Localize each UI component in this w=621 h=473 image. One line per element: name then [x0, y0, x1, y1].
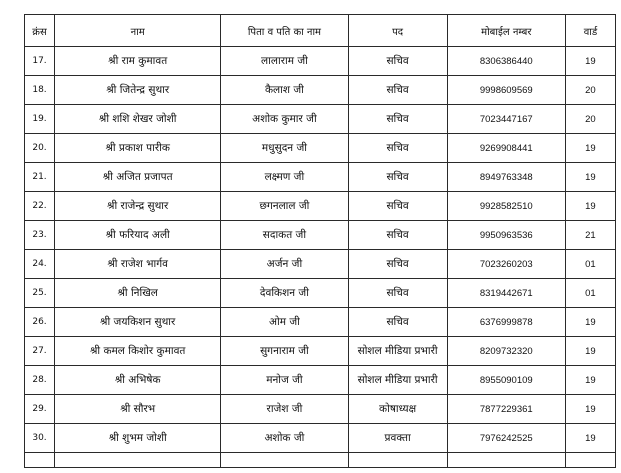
cell-ward: 01 — [565, 250, 615, 279]
header-row — [25, 15, 616, 47]
cell-father-husband: सदाकत जी — [221, 221, 348, 250]
table-row — [25, 163, 616, 192]
cell-name: श्री जयकिशन सुथार — [55, 308, 221, 337]
cell-post: सोशल मीडिया प्रभारी — [348, 366, 447, 395]
cell-name: श्री प्रकाश पारीक — [55, 134, 221, 163]
cell-post: सचिव — [348, 308, 447, 337]
empty-cell — [221, 453, 348, 468]
cell-name: श्री राजेश भार्गव — [55, 250, 221, 279]
cell-ward: 19 — [565, 308, 615, 337]
cell-mobile: 7877229361 — [447, 395, 565, 424]
cell-name: श्री फरियाद अली — [55, 221, 221, 250]
cell-father-husband: अशोक जी — [221, 424, 348, 453]
cell-father-husband: छगनलाल जी — [221, 192, 348, 221]
cell-ward: 19 — [565, 366, 615, 395]
cell-ward: 19 — [565, 424, 615, 453]
cell-father-husband: कैलाश जी — [221, 76, 348, 105]
table-row — [25, 337, 616, 366]
cell-ward: 19 — [565, 192, 615, 221]
cell-ward: 19 — [565, 163, 615, 192]
cell-mobile: 8209732320 — [447, 337, 565, 366]
cell-serial: 19. — [25, 105, 55, 134]
cell-post: सचिव — [348, 250, 447, 279]
cell-ward: 20 — [565, 105, 615, 134]
table-row — [25, 424, 616, 453]
cell-serial: 30. — [25, 424, 55, 453]
cell-post: सचिव — [348, 47, 447, 76]
cell-father-husband: देवकिशन जी — [221, 279, 348, 308]
header-name: नाम — [55, 15, 221, 47]
member-table — [24, 14, 616, 468]
table-row — [25, 308, 616, 337]
cell-post: सचिव — [348, 192, 447, 221]
cell-post: सचिव — [348, 279, 447, 308]
cell-serial: 27. — [25, 337, 55, 366]
cell-ward: 19 — [565, 337, 615, 366]
cell-post: सचिव — [348, 76, 447, 105]
table-header — [25, 15, 616, 47]
empty-cell — [565, 453, 615, 468]
cell-name: श्री अभिषेक — [55, 366, 221, 395]
cell-serial: 21. — [25, 163, 55, 192]
cell-father-husband: मनोज जी — [221, 366, 348, 395]
cell-serial: 28. — [25, 366, 55, 395]
empty-cell — [25, 453, 55, 468]
cell-name: श्री शशि शेखर जोशी — [55, 105, 221, 134]
empty-cell — [55, 453, 221, 468]
cell-serial: 26. — [25, 308, 55, 337]
cell-mobile: 9928582510 — [447, 192, 565, 221]
cell-name: श्री शुभम जोशी — [55, 424, 221, 453]
cell-serial: 29. — [25, 395, 55, 424]
table-row-cutoff — [25, 453, 616, 468]
cell-name: श्री जितेन्द्र सुथार — [55, 76, 221, 105]
cell-mobile: 8319442671 — [447, 279, 565, 308]
cell-father-husband: लालाराम जी — [221, 47, 348, 76]
cell-name: श्री अजित प्रजापत — [55, 163, 221, 192]
cell-mobile: 9950963536 — [447, 221, 565, 250]
cell-mobile: 7976242525 — [447, 424, 565, 453]
header-post: पद — [348, 15, 447, 47]
cell-mobile: 7023447167 — [447, 105, 565, 134]
cell-ward: 01 — [565, 279, 615, 308]
cell-serial: 23. — [25, 221, 55, 250]
cell-mobile: 6376999878 — [447, 308, 565, 337]
table-row — [25, 221, 616, 250]
cell-serial: 17. — [25, 47, 55, 76]
cell-serial: 20. — [25, 134, 55, 163]
table-row — [25, 76, 616, 105]
cell-post: सचिव — [348, 163, 447, 192]
table-row — [25, 279, 616, 308]
cell-serial: 22. — [25, 192, 55, 221]
cell-serial: 25. — [25, 279, 55, 308]
cell-mobile: 8949763348 — [447, 163, 565, 192]
cell-father-husband: राजेश जी — [221, 395, 348, 424]
empty-cell — [348, 453, 447, 468]
cell-serial: 24. — [25, 250, 55, 279]
cell-mobile: 9269908441 — [447, 134, 565, 163]
cell-ward: 19 — [565, 47, 615, 76]
cell-father-husband: मधुसुदन जी — [221, 134, 348, 163]
cell-ward: 20 — [565, 76, 615, 105]
cell-name: श्री सौरभ — [55, 395, 221, 424]
cell-father-husband: अर्जन जी — [221, 250, 348, 279]
cell-post: सचिव — [348, 105, 447, 134]
cell-mobile: 8306386440 — [447, 47, 565, 76]
table-row — [25, 192, 616, 221]
cell-name: श्री राम कुमावत — [55, 47, 221, 76]
table-row — [25, 134, 616, 163]
cell-post: प्रवक्ता — [348, 424, 447, 453]
cell-ward: 19 — [565, 134, 615, 163]
cell-post: सचिव — [348, 134, 447, 163]
cell-father-husband: अशोक कुमार जी — [221, 105, 348, 134]
header-serial: क्रंस — [25, 15, 55, 47]
cell-name: श्री कमल किशोर कुमावत — [55, 337, 221, 366]
cell-post: सचिव — [348, 221, 447, 250]
table-row — [25, 395, 616, 424]
table-row — [25, 250, 616, 279]
table-row — [25, 366, 616, 395]
cell-mobile: 8955090109 — [447, 366, 565, 395]
cell-father-husband: लक्ष्मण जी — [221, 163, 348, 192]
cell-post: सोशल मीडिया प्रभारी — [348, 337, 447, 366]
cell-name: श्री निखिल — [55, 279, 221, 308]
empty-cell — [447, 453, 565, 468]
cell-ward: 21 — [565, 221, 615, 250]
cell-mobile: 7023260203 — [447, 250, 565, 279]
header-mobile: मोबाईल नम्बर — [447, 15, 565, 47]
cell-father-husband: सुगनाराम जी — [221, 337, 348, 366]
table-row — [25, 47, 616, 76]
cell-post: कोषाध्यक्ष — [348, 395, 447, 424]
cell-name: श्री राजेन्द्र सुथार — [55, 192, 221, 221]
header-father-husband: पिता व पति का नाम — [221, 15, 348, 47]
cell-ward: 19 — [565, 395, 615, 424]
table-body — [25, 47, 616, 468]
cell-father-husband: ओम जी — [221, 308, 348, 337]
header-ward: वार्ड — [565, 15, 615, 47]
cell-mobile: 9998609569 — [447, 76, 565, 105]
cell-serial: 18. — [25, 76, 55, 105]
table-row — [25, 105, 616, 134]
